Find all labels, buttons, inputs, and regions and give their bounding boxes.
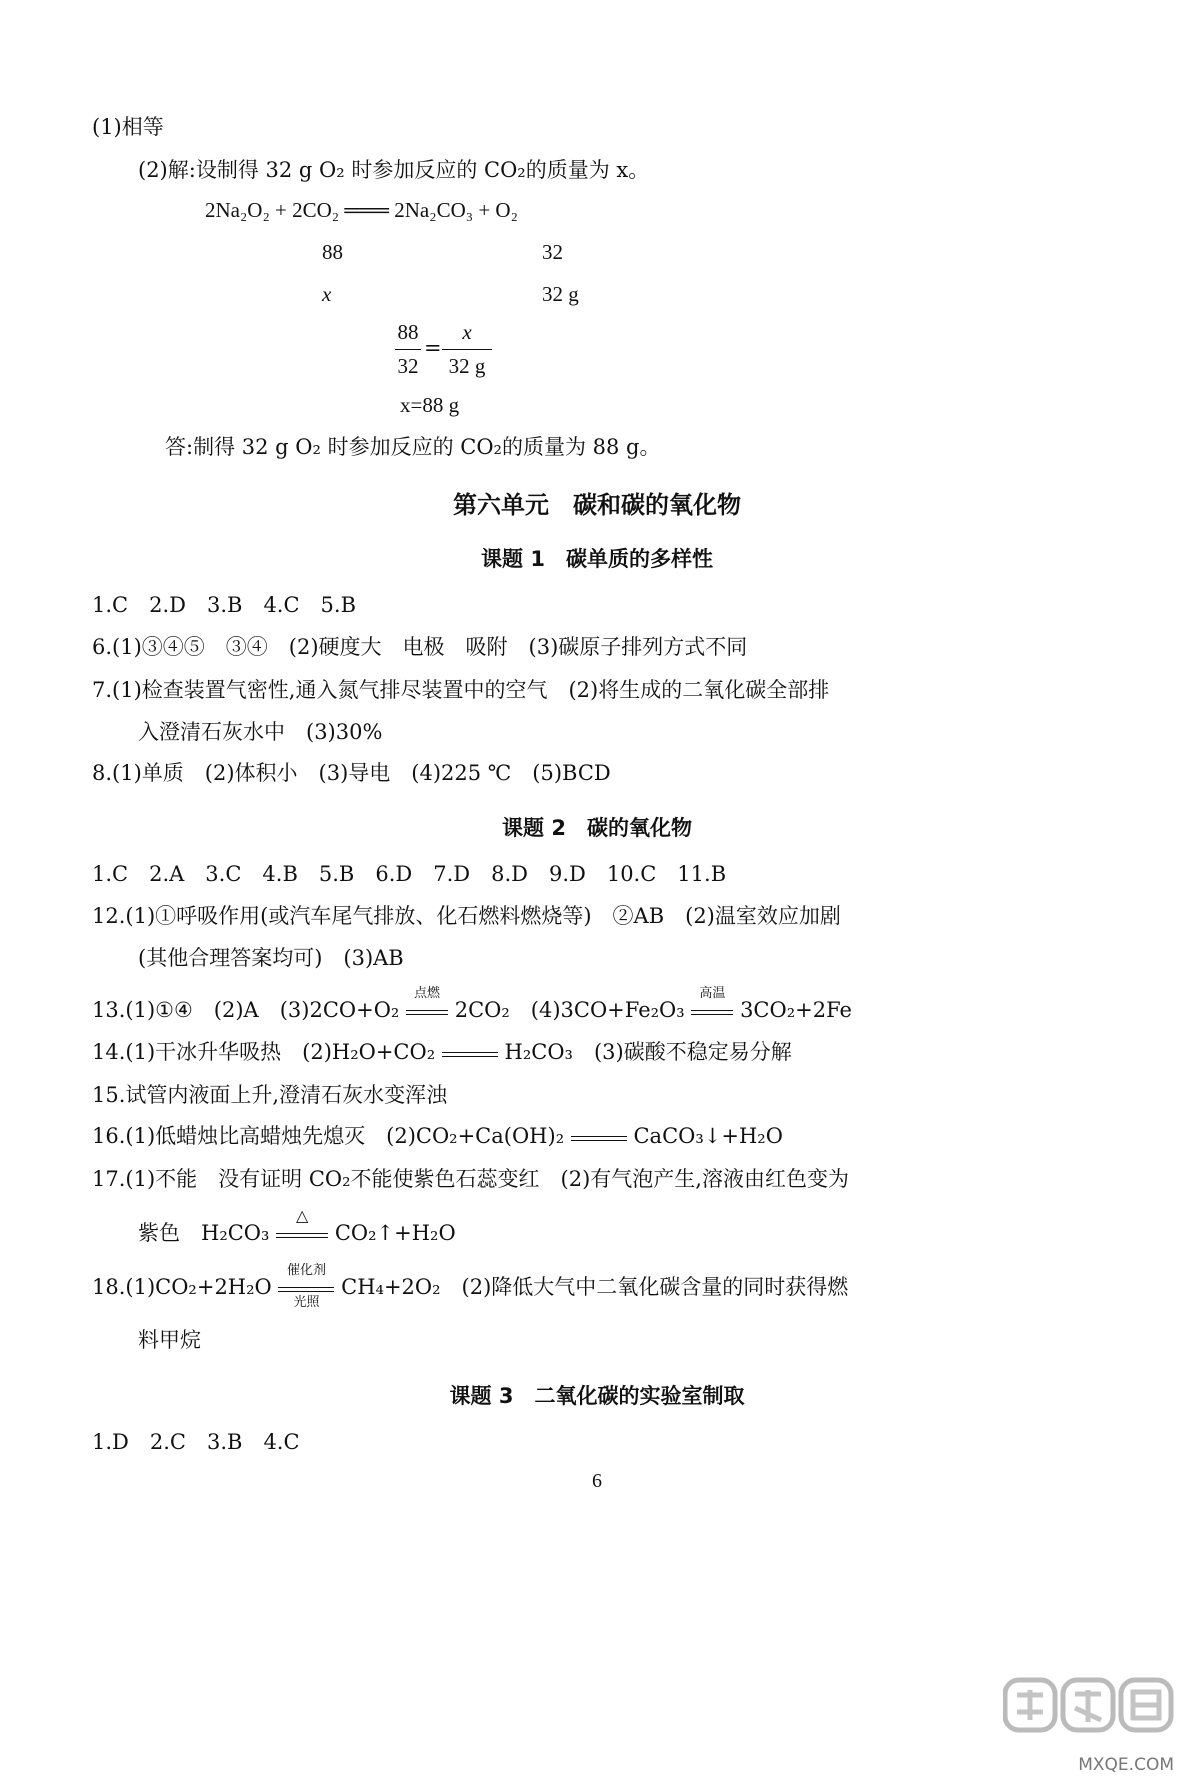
q15-answer: [165, 437, 660, 458]
lesson1-q7-line2: [138, 722, 382, 743]
condition-label-heat: 高温: [699, 985, 726, 1001]
q15-part1-text: (1)相等: [92, 115, 164, 139]
lesson2-q16: [92, 1126, 783, 1149]
double-line-bottom: [276, 1237, 328, 1238]
watermark-logo: [1003, 1670, 1178, 1755]
lesson1-q7-line1: [92, 680, 829, 701]
q16-part-b: CaCO₃↓+H₂O: [633, 1124, 783, 1148]
q17-part-a: 紫色 H₂CO₃: [138, 1221, 270, 1245]
lesson2-q18-line1: [92, 1262, 849, 1310]
q18-line2-text: 料甲烷: [138, 1328, 201, 1352]
q15-equation: [205, 200, 518, 221]
double-line-bottom: [691, 1014, 733, 1015]
double-line-top: [442, 1052, 498, 1053]
condition-label-catalyst: 催化剂: [286, 1262, 326, 1278]
double-line-top: [571, 1136, 627, 1137]
double-line-bottom: [442, 1056, 498, 1057]
double-line-bottom: [406, 1014, 448, 1015]
condition-equals-ignite: [406, 985, 448, 1023]
lesson2-title: 课题 2 碳的氧化物: [502, 816, 692, 840]
lesson1-q8-text: 8.(1)单质 (2)体积小 (3)导电 (4)225 ℃ (5)BCD: [92, 761, 611, 785]
equals-sign: =: [424, 336, 442, 360]
equals-double-line: [442, 1043, 498, 1065]
answer-text: 答:制得 32 g O₂ 时参加反应的 CO₂的质量为 88 g。: [165, 435, 661, 459]
watermark-text: MXQE.COM: [1078, 1755, 1174, 1775]
fraction-right: [442, 320, 492, 379]
lesson1-q1-5-text: 1.C 2.D 3.B 4.C 5.B: [92, 593, 357, 617]
q18-part-a: 18.(1)CO₂+2H₂O: [92, 1275, 272, 1299]
result-text: x=88 g: [400, 393, 460, 417]
double-line-top: [278, 1287, 334, 1288]
double-line-bottom: [571, 1140, 627, 1141]
lesson1-q8: [92, 763, 611, 784]
condition-label-light: 光照: [293, 1294, 320, 1310]
fraction-left-numerator: 88: [397, 320, 419, 344]
lesson2-q15: [92, 1085, 447, 1106]
q15-row1-left: [322, 242, 343, 263]
lesson1-title: 课题 1 碳单质的多样性: [481, 547, 713, 571]
lesson2-q1-11: [92, 864, 726, 885]
lesson2-q14: [92, 1042, 792, 1065]
q15-text: 15.试管内液面上升,澄清石灰水变浑浊: [92, 1083, 448, 1107]
lesson1-q1-5: [92, 595, 356, 616]
lesson3-title: 课题 3 二氧化碳的实验室制取: [449, 1384, 745, 1408]
lesson2-q17-line1: [92, 1169, 849, 1190]
q15-result: [400, 395, 459, 416]
lesson2-q12-line1-text: 12.(1)①呼吸作用(或汽车尾气排放、化石燃料燃烧等) ②AB (2)温室效应加剧: [92, 904, 841, 928]
q13-part-b: 2CO₂ (4)3CO+Fe₂O₃: [454, 998, 685, 1022]
fraction-left: [395, 320, 421, 379]
row1-right-value: 32: [542, 240, 563, 264]
unit-title: 第六单元 碳和碳的氧化物: [453, 491, 741, 519]
fraction-right-numerator: x: [462, 320, 472, 344]
page-number: 6: [592, 1470, 602, 1492]
q18-part-b: CH₄+2O₂ (2)降低大气中二氧化碳含量的同时获得燃: [341, 1275, 849, 1299]
q14-part-b: H₂CO₃ (3)碳酸不稳定易分解: [504, 1040, 792, 1064]
lesson2-q13: [92, 985, 852, 1023]
lesson3-q1-4: [92, 1432, 300, 1453]
condition-equals-heat: [691, 985, 733, 1023]
q15-equation-text: 2Na₂O₂ + 2CO₂ ═══ 2Na₂CO₃ + O₂: [205, 198, 518, 222]
q15-row2-right: [542, 284, 579, 305]
q14-part-a: 14.(1)干冰升华吸热 (2)H₂O+CO₂: [92, 1040, 436, 1064]
lesson1-q7-line2-text: 入澄清石灰水中 (3)30%: [138, 720, 383, 744]
double-line-top: [276, 1233, 328, 1234]
lesson2-q12-line2-text: (其他合理答案均可) (3)AB: [138, 946, 404, 970]
double-line-bottom: [278, 1291, 334, 1292]
condition-equals-catalyst: [278, 1262, 334, 1310]
q17-part-b: CO₂↑+H₂O: [334, 1221, 456, 1245]
fraction-left-bar: [395, 349, 421, 350]
row2-left-value: x: [322, 282, 332, 306]
q13-part-c: 3CO₂+2Fe: [740, 998, 852, 1022]
fraction-left-denominator: 32: [397, 354, 419, 378]
q15-part2: [138, 160, 649, 181]
lesson2-q17-line2: [138, 1205, 456, 1246]
row1-left-value: 88: [322, 240, 343, 264]
q17-line1-text: 17.(1)不能 没有证明 CO₂不能使紫色石蕊变红 (2)有气泡产生,溶液由红色变为: [92, 1167, 849, 1191]
condition-label-triangle: △: [295, 1205, 309, 1225]
double-line-top: [691, 1010, 733, 1011]
q15-row1-right: [542, 242, 563, 263]
lesson1-q6-text: 6.(1)③④⑤ ③④ (2)硬度大 电极 吸附 (3)碳原子排列方式不同: [92, 635, 748, 659]
fraction-right-bar: [442, 349, 492, 350]
lesson2-q12-line2: [138, 948, 404, 969]
equals-double-line: [571, 1127, 627, 1149]
lesson1-q6: [92, 637, 747, 658]
q15-part2-text: (2)解:设制得 32 g O₂ 时参加反应的 CO₂的质量为 x。: [138, 158, 650, 182]
fraction-right-denominator: 32 g: [448, 354, 486, 378]
lesson3-q1-4-text: 1.D 2.C 3.B 4.C: [92, 1430, 300, 1454]
condition-label-ignite: 点燃: [414, 985, 441, 1001]
lesson1-q7-line1-text: 7.(1)检查装置气密性,通入氮气排尽装置中的空气 (2)将生成的二氧化碳全部排: [92, 678, 830, 702]
q16-part-a: 16.(1)低蜡烛比高蜡烛先熄灭 (2)CO₂+Ca(OH)₂: [92, 1124, 565, 1148]
q13-part-a: 13.(1)①④ (2)A (3)2CO+O₂: [92, 998, 400, 1022]
lesson2-q1-11-text: 1.C 2.A 3.C 4.B 5.B 6.D 7.D 8.D 9.D 10.C 11.B: [92, 862, 727, 886]
lesson2-q18-line2: [138, 1330, 201, 1351]
row2-right-value: 32 g: [542, 282, 579, 306]
q15-row2-left: [322, 284, 331, 305]
double-line-top: [406, 1010, 448, 1011]
condition-equals-heat-triangle: [276, 1205, 328, 1246]
q15-part1: [92, 117, 164, 138]
lesson2-q12-line1: [92, 906, 841, 927]
